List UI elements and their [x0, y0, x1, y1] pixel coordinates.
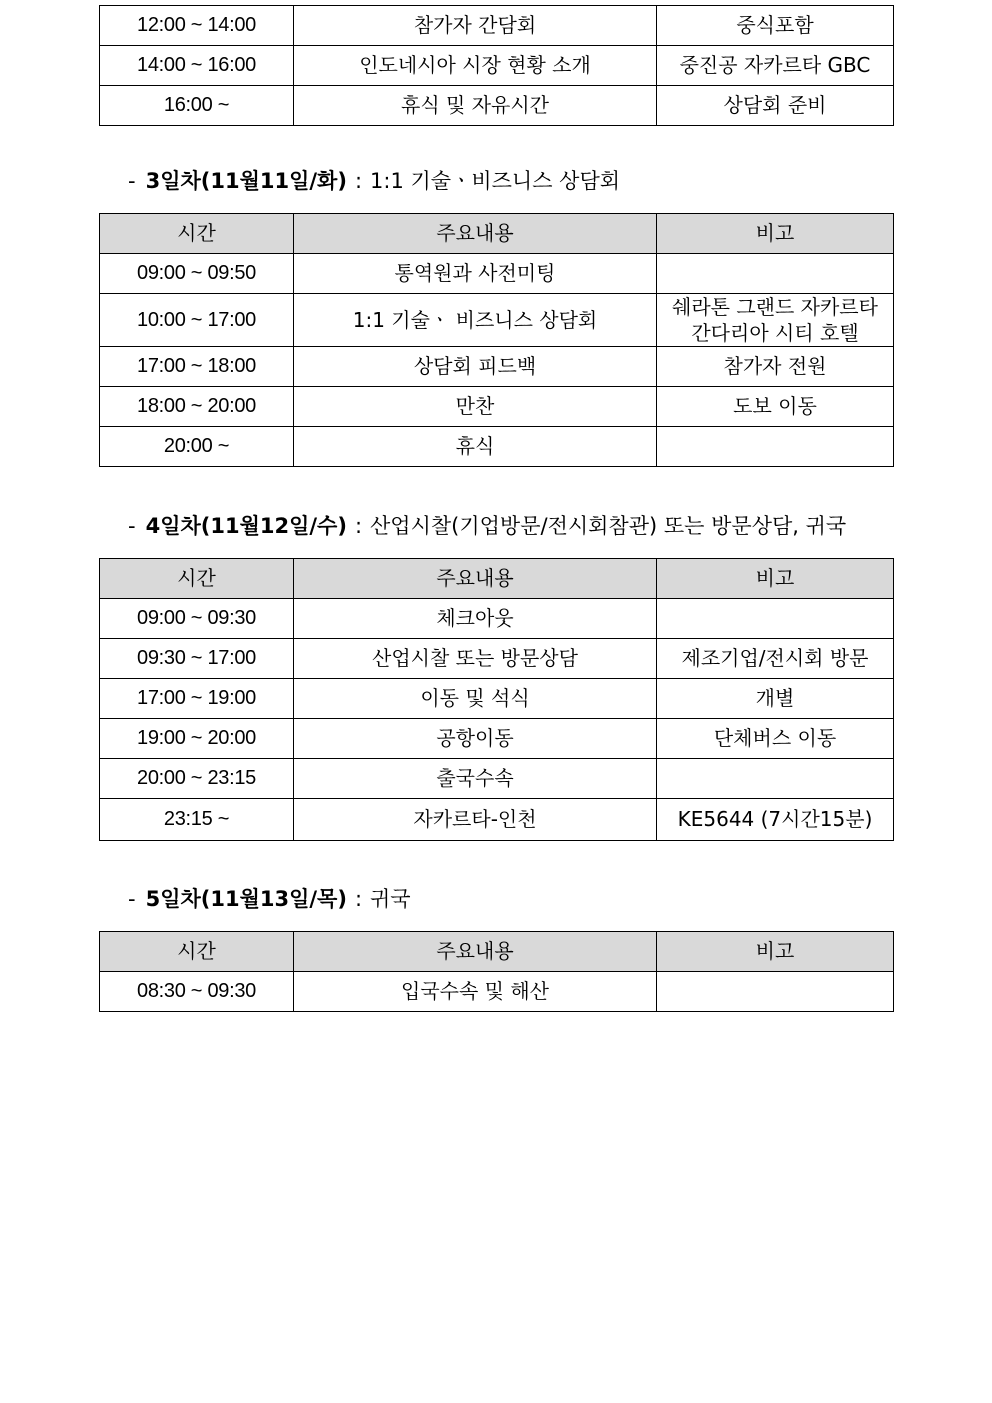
day2-schedule-table	[99, 5, 894, 126]
time-cell: 09:00 ~ 09:50	[100, 254, 294, 294]
table-row	[100, 46, 894, 86]
time-cell: 09:30 ~ 17:00	[100, 639, 294, 679]
time-cell: 20:00 ~ 23:15	[100, 759, 294, 799]
time-cell: 20:00 ~	[100, 427, 294, 467]
heading-colon: :	[354, 169, 363, 193]
note-cell	[657, 759, 894, 799]
header-time: 시간	[100, 214, 294, 254]
table-row	[100, 639, 894, 679]
time-cell: 14:00 ~ 16:00	[100, 46, 294, 86]
content-cell: 자카르타-인천	[294, 799, 657, 841]
content-cell: 산업시찰 또는 방문상담	[294, 639, 657, 679]
note-cell	[657, 294, 894, 347]
table-row	[100, 972, 894, 1012]
day4-heading	[128, 510, 846, 540]
time-cell: 12:00 ~ 14:00	[100, 6, 294, 46]
heading-colon: :	[354, 514, 363, 538]
header-time: 시간	[100, 932, 294, 972]
header-note: 비고	[657, 932, 894, 972]
day4-schedule-table	[99, 558, 894, 841]
time-cell: 23:15 ~	[100, 799, 294, 841]
table-header-row	[100, 214, 894, 254]
table-row	[100, 86, 894, 126]
content-cell: 상담회 피드백	[294, 347, 657, 387]
heading-colon: :	[354, 887, 363, 911]
content-cell: 참가자 간담회	[294, 6, 657, 46]
note-cell: 참가자 전원	[657, 347, 894, 387]
note-cell	[657, 254, 894, 294]
time-cell: 17:00 ~ 18:00	[100, 347, 294, 387]
time-cell: 18:00 ~ 20:00	[100, 387, 294, 427]
header-time: 시간	[100, 559, 294, 599]
table-row	[100, 799, 894, 841]
content-cell: 출국수속	[294, 759, 657, 799]
header-content: 주요내용	[294, 214, 657, 254]
table-row	[100, 6, 894, 46]
content-cell: 만찬	[294, 387, 657, 427]
table-row	[100, 294, 894, 347]
time-cell: 17:00 ~ 19:00	[100, 679, 294, 719]
content-cell: 휴식	[294, 427, 657, 467]
heading-dash: -	[128, 514, 136, 538]
heading-dash: -	[128, 169, 136, 193]
table-header-row	[100, 932, 894, 972]
content-cell: 휴식 및 자유시간	[294, 86, 657, 126]
table-row	[100, 599, 894, 639]
content-cell: 이동 및 석식	[294, 679, 657, 719]
table-row	[100, 254, 894, 294]
content-cell: 인도네시아 시장 현황 소개	[294, 46, 657, 86]
day5-heading	[128, 883, 411, 913]
table-row	[100, 679, 894, 719]
note-cell: 개별	[657, 679, 894, 719]
content-cell: 체크아웃	[294, 599, 657, 639]
content-cell: 1:1 기술ㆍ 비즈니스 상담회	[294, 294, 657, 347]
note-line: 쉐라톤 그랜드 자카르타	[672, 295, 878, 319]
header-note: 비고	[657, 559, 894, 599]
day3-schedule-table	[99, 213, 894, 467]
header-content: 주요내용	[294, 559, 657, 599]
note-cell: 단체버스 이동	[657, 719, 894, 759]
note-cell: KE5644 (7시간15분)	[657, 799, 894, 841]
time-cell: 09:00 ~ 09:30	[100, 599, 294, 639]
content-cell: 공항이동	[294, 719, 657, 759]
header-content: 주요내용	[294, 932, 657, 972]
note-cell	[657, 972, 894, 1012]
note-cell	[657, 427, 894, 467]
note-cell: 중식포함	[657, 6, 894, 46]
day4-description: 산업시찰(기업방문/전시회참관) 또는 방문상담, 귀국	[370, 514, 847, 538]
content-cell: 통역원과 사전미팅	[294, 254, 657, 294]
note-cell: 중진공 자카르타 GBC	[657, 46, 894, 86]
time-cell: 10:00 ~ 17:00	[100, 294, 294, 347]
day3-label: 3일차(11월11일/화)	[145, 169, 347, 193]
note-line: 간다리아 시티 호텔	[691, 321, 859, 345]
time-cell: 08:30 ~ 09:30	[100, 972, 294, 1012]
table-row	[100, 759, 894, 799]
header-note: 비고	[657, 214, 894, 254]
day3-heading	[128, 165, 620, 195]
time-cell: 19:00 ~ 20:00	[100, 719, 294, 759]
day5-description: 귀국	[370, 887, 411, 911]
table-row	[100, 387, 894, 427]
time-cell: 16:00 ~	[100, 86, 294, 126]
content-cell: 입국수속 및 해산	[294, 972, 657, 1012]
day4-label: 4일차(11월12일/수)	[145, 514, 347, 538]
day3-description: 1:1 기술ㆍ비즈니스 상담회	[370, 169, 621, 193]
heading-dash: -	[128, 887, 136, 911]
note-cell: 제조기업/전시회 방문	[657, 639, 894, 679]
table-row	[100, 719, 894, 759]
note-cell: 도보 이동	[657, 387, 894, 427]
day5-label: 5일차(11월13일/목)	[145, 887, 347, 911]
day5-schedule-table	[99, 931, 894, 1012]
note-cell: 상담회 준비	[657, 86, 894, 126]
note-cell	[657, 599, 894, 639]
table-row	[100, 347, 894, 387]
table-header-row	[100, 559, 894, 599]
table-row	[100, 427, 894, 467]
